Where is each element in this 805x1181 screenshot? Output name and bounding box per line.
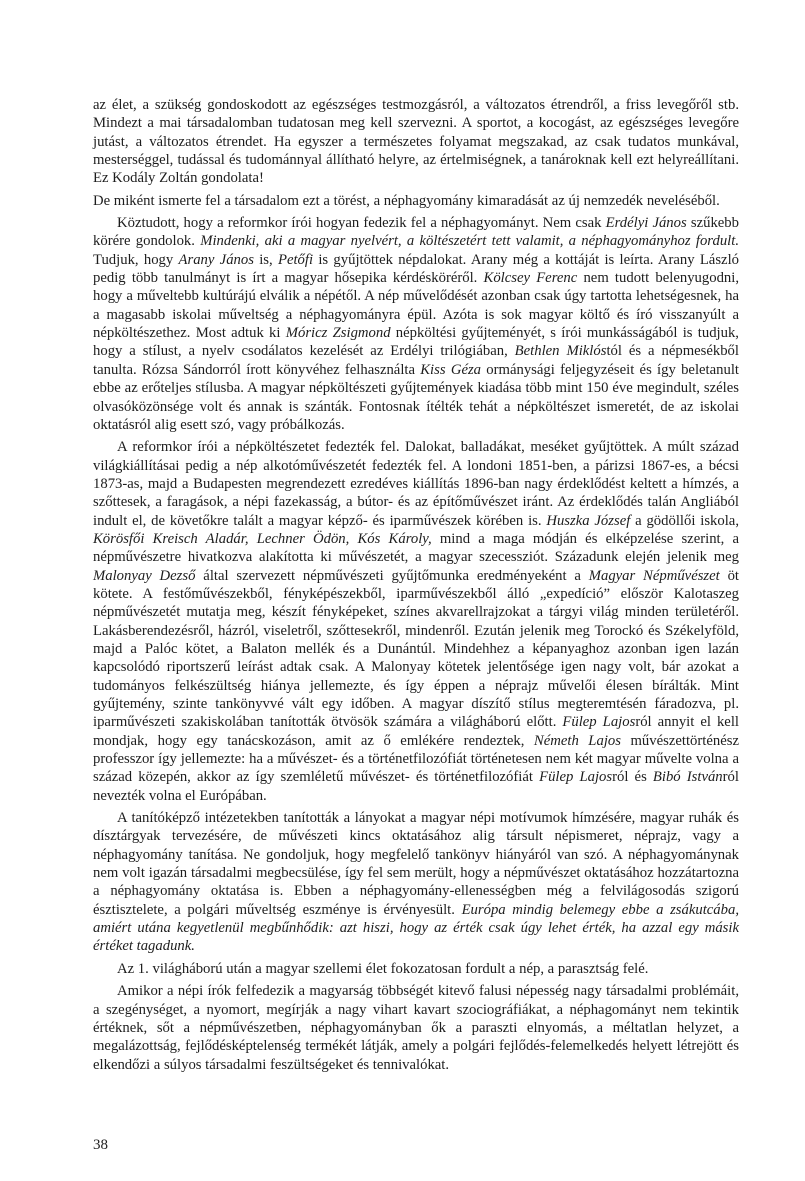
page-number: 38 [93, 1137, 108, 1153]
italic-run: Bibó István [652, 769, 723, 786]
italic-run: Huszka József [546, 512, 631, 529]
paragraph [93, 96, 739, 188]
paragraph [93, 192, 739, 210]
text-run: művészettörténész professzor így jellemezte: ha a művészet- és a történetfilozófiát történetesen nem két magyar művelte volna a század közepén, akkor az így szemléletű művészet- és történetfilozófiát [93, 732, 739, 786]
italic-run: Kölcsey Ferenc [483, 270, 578, 287]
italic-run: Bethlen Miklós [514, 343, 607, 360]
text-run: A tanítóképző intézetekben tanították a lányokat a magyar népi motívumok hímzésére, magyar ruhák és dísztárgyak tervezésére, de művészeti kincs oktatásához alig társult népismeret, néprajz, vagy a néphagyomány tanítása. Ne gondoljuk, hogy megfelelő tankönyv hiányáról van szó. A néphagyománynak nem volt igazán társadalmi megbecsülése, így fel sem merült, hogy a népművészet oktatásához hozzátartozna a néphagyomány oktatása is. Ebben a néphagyomány-ellenességben még a felvilágosodás szigorú észtisztelete, a polgári műveltség eszménye is érvényesült. [93, 810, 739, 918]
italic-run: Malonyay Dezső [93, 567, 196, 584]
text-run: szűkebb körére gondolok. [93, 215, 739, 250]
italic-run: Fülep Lajos [539, 769, 613, 786]
italic-run: Európa mindig belemegy ebbe a zsákutcába, amiért utána kegyetlenül megbűnhődik: azt hiszi, hogy az érték csak úgy lehet érték, ha azzal egy másik értéket tagadunk. [93, 901, 740, 955]
paragraph [93, 214, 739, 434]
italic-run: Arany János [178, 251, 254, 268]
italic-run: Móricz Zsigmond [285, 325, 391, 342]
italic-run: Németh Lajos [533, 732, 621, 749]
text-run: ról nevezték volna el Európában. [93, 769, 739, 804]
page-body [93, 96, 739, 1078]
text-run: A reformkor írói a népköltészetet fedezték fel. Dalokat, balladákat, meséket gyűjtöttek. A múlt század világkiállításai pedig a nép alkotóművészetét fedezték fel. A londoni 1851-ben, a párizsi 1867-es, a bécsi 1873-as, majd a Budapesten megrendezett ezredéves kiállítás 1896-ban nagy érdeklődést keltett a hímzés, a szőttesek, a faragások, a népi fazekasság, a bútor- és az építőművészet iránt. Az érdeklődés talán Angliából indult el, de követőkre talált a magyar képző- és iparművészek körében is. [93, 439, 739, 529]
text-run: ról annyit el kell mondjak, hogy egy tanácskozáson, amit az ő emlékére rendeztek, [93, 714, 739, 749]
paragraph [93, 809, 739, 956]
italic-run: Kiss Géza [420, 361, 482, 378]
italic-run: Magyar Népművészet [588, 567, 720, 584]
text-run: Amikor a népi írók felfedezik a magyarság többségét kitevő falusi népesség nagy társadalmi problémáit, a szegénységet, a nyomort, megírják a nagy vihart kavart szociográfiákat, a néphagományt nem tekintik értéknek, sőt a népművészetben, néphagyományban ők a paraszti elnyomás, a méltatlan helyzet, a megalázottság, fejlődésképtelenség termékét látják, amely a polgári fejlődés-felemelkedés helyett létrejött és elkendőzi a súlyos társadalmi feszültségeket és tennivalókat. [93, 983, 739, 1073]
italic-run: Mindenki, aki a magyar nyelvért, a költészetért tett valamit, a néphagyományhoz fordult. [200, 233, 739, 250]
text-run: öt kötete. A festőművészekből, fényképészekből, iparművészekből álló „expedíció” először Kalotaszeg népművészetét mutatja meg, készít fényképeket, színes akvarellrajzokat a tárgyi világ minden területéről. Lakásberendezésről, házról, viseletről, szőttesekről, mindenről. Ezután jelenik meg Torockó és Székelyföld, majd a Palóc kötet, a Balaton mellék és a Dunántúl. Mindehhez a képanyaghoz azonban igen lazán kapcsolódó riportszerű leírást adtak csak. A Malonyay kötetek jelentősége igen nagy volt, bár azokat a tudományos felkészültség hiánya jellemezte, és így éppen a néprajz művelői élesen bírálták. Mint gyűjtemény, szinte tankönyvvé vált egy időben. A magyar díszítő stílus megteremtésén fáradozva, pl. iparművészeti szakiskolában tanították ötvösök számára a világháború előtt. [93, 567, 739, 731]
text-run: ról és [612, 769, 653, 786]
italic-run: Erdélyi János [605, 215, 687, 232]
paragraph [93, 982, 739, 1074]
text-run: Köztudott, hogy a reformkor írói hogyan fedezik fel a néphagyományt. Nem csak [117, 215, 606, 232]
text-run: mind a maga módján és elképzelése szerint, a népművészetre hivatkozva alakította ki művészetét, a magyar szecessziót. Századunk elején jelenik meg [93, 530, 739, 566]
italic-run: Körösfői Kreisch Aladár, Lechner Ödön, Kós Károly, [93, 530, 432, 547]
text-run: a gödöllői iskola, [630, 512, 739, 529]
text-run: is, [253, 251, 278, 268]
text-run: Tudjuk, hogy [93, 251, 179, 268]
text-run: az élet, a szükség gondoskodott az egészséges testmozgásról, a változatos étrendről, a friss levegőről stb. Mindezt a mai társadalomban tudatosan meg kell szervezni. A sportot, a kocogást, az egészséges levegőre jutást, a változatos étrendet. Ha egyszer a természetes folyamat megszakad, az csak tudatos munkával, mesterséggel, tudással és tudománnyal állítható helyre, az értelmiségnek, a tanároknak kell ezt helyreállítani. Ez Kodály Zoltán gondolata! [93, 97, 739, 187]
text-run: által szervezett népművészeti gyűjtőmunka eredményeként a [195, 567, 589, 584]
text-run: is gyűjtöttek népdalokat. Arany még a kottáját is leírta. Arany László pedig több tanulmányt is írt a magyar hősepika kérdésköréről. [93, 251, 739, 287]
text-run: Az 1. világháború után a magyar szellemi élet fokozatosan fordult a nép, a parasztság felé. [117, 960, 649, 977]
text-run: ormánysági feljegyzéseit és így beletanult ebbe az erőteljes stílusba. A magyar népköltészeti gyűjtemények kiadása több mint 150 éve megindult, széles olvasóközönsége volt és annak is szánták. Fontosnak ítélték tehát a népköltészet ismeretét, de az iskolai oktatásról alig esett szó, vagy próbálkozás. [93, 361, 739, 433]
paragraph [93, 960, 739, 978]
text-run: tól és a népmesékből tanulta. Rózsa Sándorról írott könyvéhez felhasználta [93, 343, 739, 378]
text-run: népköltési gyűjteményét, s írói munkásságából is tudjuk, hogy a stílust, a nyelv csodálatos kezelését az Erdélyi trilógiában, [93, 325, 739, 360]
italic-run: Fülep Lajos [562, 714, 636, 731]
italic-run: Petőfi [277, 251, 314, 268]
paragraph [93, 438, 739, 805]
text-run: nem tudott belenyugodni, hogy a műveltebb kultúrájú elválik a népétől. A nép művelődését azonban csak úgy tartotta lehetségesnek, ha a magasabb iskolai műveltség a néphagyományra épül. Azóta is sok magyar költő és író visszanyúlt a népköltészethez. Most adtuk ki [93, 270, 740, 342]
text-run: De miként ismerte fel a társadalom ezt a törést, a néphagyomány kimaradását az új nemzedék neveléséből. [93, 192, 720, 209]
